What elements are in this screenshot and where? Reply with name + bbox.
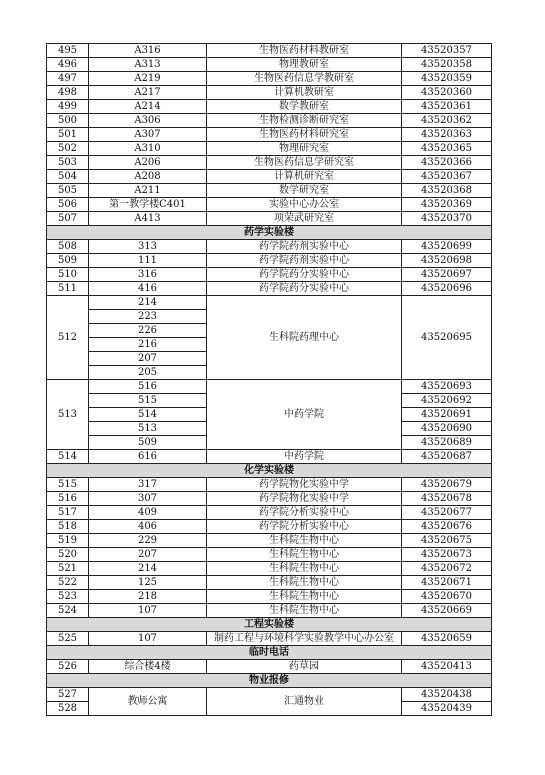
department-name: 药学院分析实验中心 — [207, 506, 402, 520]
department-name: 实验中心办公室 — [207, 198, 402, 212]
table-row — [47, 142, 492, 156]
room-cell: A413 — [89, 212, 207, 226]
row-number: 516 — [47, 492, 89, 506]
phone-number: 43520368 — [402, 184, 492, 198]
phone-number: 43520696 — [402, 282, 492, 296]
phone-number: 43520690 — [402, 422, 492, 436]
phone-number: 43520367 — [402, 170, 492, 184]
department-name: 生科院生物中心 — [207, 576, 402, 590]
room-cell: A316 — [89, 44, 207, 58]
phone-number: 43520673 — [402, 548, 492, 562]
phone-number: 43520361 — [402, 100, 492, 114]
section-title: 化学实验楼 — [47, 464, 492, 478]
department-name: 药学院药剂实验中心 — [207, 240, 402, 254]
department-name: 药学院物化实验中学 — [207, 478, 402, 492]
room-cell: 616 — [89, 450, 207, 464]
section-title: 工程实验楼 — [47, 618, 492, 632]
row-number: 515 — [47, 478, 89, 492]
department-name: 数学研究室 — [207, 184, 402, 198]
room-cell: 125 — [89, 576, 207, 590]
room-cell: 515 — [89, 394, 207, 408]
phone-number: 43520699 — [402, 240, 492, 254]
phone-number: 43520689 — [402, 436, 492, 450]
room-cell: 214 — [89, 562, 207, 576]
table-row — [47, 170, 492, 184]
department-name: 生物医药材料教研室 — [207, 44, 402, 58]
row-number: 523 — [47, 590, 89, 604]
room-cell: 214 — [89, 296, 207, 310]
section-header — [47, 226, 492, 240]
table-row — [47, 184, 492, 198]
room-cell: 107 — [89, 632, 207, 646]
department-name: 计算机教研室 — [207, 86, 402, 100]
room-cell: A306 — [89, 114, 207, 128]
phone-number: 43520678 — [402, 492, 492, 506]
phone-number: 43520439 — [402, 702, 492, 716]
row-number: 517 — [47, 506, 89, 520]
room-cell: 516 — [89, 380, 207, 394]
room-cell: 207 — [89, 548, 207, 562]
table-row — [47, 506, 492, 520]
row-number: 503 — [47, 156, 89, 170]
table-row — [47, 576, 492, 590]
table-row — [47, 296, 492, 310]
phone-number: 43520695 — [402, 296, 492, 380]
room-cell: A310 — [89, 142, 207, 156]
table-row — [47, 44, 492, 58]
table-row — [47, 562, 492, 576]
department-name: 药学院药分实验中心 — [207, 282, 402, 296]
phone-number: 43520366 — [402, 156, 492, 170]
table-row — [47, 72, 492, 86]
table-row — [47, 632, 492, 646]
department-name: 中药学院 — [207, 380, 402, 450]
phone-number: 43520698 — [402, 254, 492, 268]
table-row — [47, 212, 492, 226]
department-name: 计算机研究室 — [207, 170, 402, 184]
department-name: 项荣武研究室 — [207, 212, 402, 226]
room-cell: A217 — [89, 86, 207, 100]
section-header — [47, 674, 492, 688]
section-title: 临时电话 — [47, 646, 492, 660]
phone-number: 43520693 — [402, 380, 492, 394]
phone-number: 43520675 — [402, 534, 492, 548]
row-number: 512 — [47, 296, 89, 380]
row-number: 521 — [47, 562, 89, 576]
department-name: 生物医药材料研究室 — [207, 128, 402, 142]
room-cell: 207 — [89, 352, 207, 366]
phone-number: 43520659 — [402, 632, 492, 646]
table-row — [47, 660, 492, 674]
department-name: 生科院生物中心 — [207, 562, 402, 576]
row-number: 510 — [47, 268, 89, 282]
table-row — [47, 198, 492, 212]
phone-number: 43520358 — [402, 58, 492, 72]
phone-number: 43520360 — [402, 86, 492, 100]
department-name: 药学院药剂实验中心 — [207, 254, 402, 268]
room-cell: A214 — [89, 100, 207, 114]
table-row — [47, 114, 492, 128]
department-name: 生物医药信息学教研室 — [207, 72, 402, 86]
department-name: 物理教研室 — [207, 58, 402, 72]
table-row — [47, 156, 492, 170]
room-cell: 218 — [89, 590, 207, 604]
table-row — [47, 58, 492, 72]
room-cell: 205 — [89, 366, 207, 380]
phone-number: 43520362 — [402, 114, 492, 128]
row-number: 501 — [47, 128, 89, 142]
row-number: 514 — [47, 450, 89, 464]
room-cell: 406 — [89, 520, 207, 534]
phone-number: 43520679 — [402, 478, 492, 492]
table-row — [47, 128, 492, 142]
phone-number: 43520671 — [402, 576, 492, 590]
row-number: 519 — [47, 534, 89, 548]
row-number: 498 — [47, 86, 89, 100]
room-cell: 223 — [89, 310, 207, 324]
room-cell: A219 — [89, 72, 207, 86]
phone-directory-table — [46, 43, 492, 716]
section-header — [47, 464, 492, 478]
room-cell: 409 — [89, 506, 207, 520]
row-number: 500 — [47, 114, 89, 128]
room-cell: A206 — [89, 156, 207, 170]
row-number: 520 — [47, 548, 89, 562]
table-row — [47, 100, 492, 114]
table-row — [47, 548, 492, 562]
table-row — [47, 604, 492, 618]
row-number: 506 — [47, 198, 89, 212]
room-cell: 514 — [89, 408, 207, 422]
room-cell: 226 — [89, 324, 207, 338]
row-number: 499 — [47, 100, 89, 114]
room-cell: 综合楼4楼 — [89, 660, 207, 674]
row-number: 504 — [47, 170, 89, 184]
table-row — [47, 450, 492, 464]
department-name: 生物医药信息学研究室 — [207, 156, 402, 170]
department-name: 生科院生物中心 — [207, 548, 402, 562]
room-cell: A313 — [89, 58, 207, 72]
phone-number: 43520672 — [402, 562, 492, 576]
phone-number: 43520438 — [402, 688, 492, 702]
department-name: 生科院生物中心 — [207, 534, 402, 548]
phone-number: 43520676 — [402, 520, 492, 534]
room-cell: 307 — [89, 492, 207, 506]
room-cell: 第一教学楼C401 — [89, 198, 207, 212]
row-number: 508 — [47, 240, 89, 254]
phone-number: 43520697 — [402, 268, 492, 282]
phone-number: 43520359 — [402, 72, 492, 86]
department-name: 数学教研室 — [207, 100, 402, 114]
table-row — [47, 282, 492, 296]
section-title: 药学实验楼 — [47, 226, 492, 240]
directory-body — [47, 44, 492, 716]
department-name: 药草园 — [207, 660, 402, 674]
row-number: 505 — [47, 184, 89, 198]
phone-number: 43520369 — [402, 198, 492, 212]
row-number: 513 — [47, 380, 89, 450]
phone-number: 43520357 — [402, 44, 492, 58]
table-row — [47, 380, 492, 394]
table-row — [47, 590, 492, 604]
table-row — [47, 240, 492, 254]
row-number: 518 — [47, 520, 89, 534]
phone-number: 43520692 — [402, 394, 492, 408]
table-row — [47, 86, 492, 100]
row-number: 509 — [47, 254, 89, 268]
section-header — [47, 618, 492, 632]
row-number: 496 — [47, 58, 89, 72]
row-number: 495 — [47, 44, 89, 58]
table-row — [47, 688, 492, 702]
department-name: 药学院物化实验中学 — [207, 492, 402, 506]
room-cell: A211 — [89, 184, 207, 198]
room-cell: 216 — [89, 338, 207, 352]
room-cell: 教师公寓 — [89, 688, 207, 716]
department-name: 汇通物业 — [207, 688, 402, 716]
room-cell: A307 — [89, 128, 207, 142]
row-number: 511 — [47, 282, 89, 296]
table-row — [47, 254, 492, 268]
row-number: 497 — [47, 72, 89, 86]
department-name: 生物检测诊断研究室 — [207, 114, 402, 128]
room-cell: 111 — [89, 254, 207, 268]
department-name: 生科院药理中心 — [207, 296, 402, 380]
department-name: 中药学院 — [207, 450, 402, 464]
phone-number: 43520670 — [402, 590, 492, 604]
row-number: 522 — [47, 576, 89, 590]
phone-number: 43520365 — [402, 142, 492, 156]
row-number: 502 — [47, 142, 89, 156]
room-cell: 513 — [89, 422, 207, 436]
department-name: 生科院生物中心 — [207, 604, 402, 618]
department-name: 制药工程与环境科学实验教学中心办公室 — [207, 632, 402, 646]
department-name: 药学院分析实验中心 — [207, 520, 402, 534]
room-cell: 316 — [89, 268, 207, 282]
room-cell: 107 — [89, 604, 207, 618]
table-row — [47, 534, 492, 548]
row-number: 528 — [47, 702, 89, 716]
section-title: 物业报修 — [47, 674, 492, 688]
phone-number: 43520370 — [402, 212, 492, 226]
table-row — [47, 492, 492, 506]
phone-number: 43520691 — [402, 408, 492, 422]
table-row — [47, 478, 492, 492]
row-number: 527 — [47, 688, 89, 702]
department-name: 药学院药分实验中心 — [207, 268, 402, 282]
row-number: 524 — [47, 604, 89, 618]
room-cell: 416 — [89, 282, 207, 296]
room-cell: 229 — [89, 534, 207, 548]
phone-number: 43520687 — [402, 450, 492, 464]
room-cell: 317 — [89, 478, 207, 492]
room-cell: 313 — [89, 240, 207, 254]
phone-number: 43520363 — [402, 128, 492, 142]
room-cell: 509 — [89, 436, 207, 450]
row-number: 525 — [47, 632, 89, 646]
row-number: 507 — [47, 212, 89, 226]
phone-number: 43520413 — [402, 660, 492, 674]
department-name: 物理研究室 — [207, 142, 402, 156]
row-number: 526 — [47, 660, 89, 674]
section-header — [47, 646, 492, 660]
room-cell: A208 — [89, 170, 207, 184]
table-row — [47, 520, 492, 534]
department-name: 生科院生物中心 — [207, 590, 402, 604]
table-row — [47, 268, 492, 282]
phone-number: 43520669 — [402, 604, 492, 618]
phone-number: 43520677 — [402, 506, 492, 520]
